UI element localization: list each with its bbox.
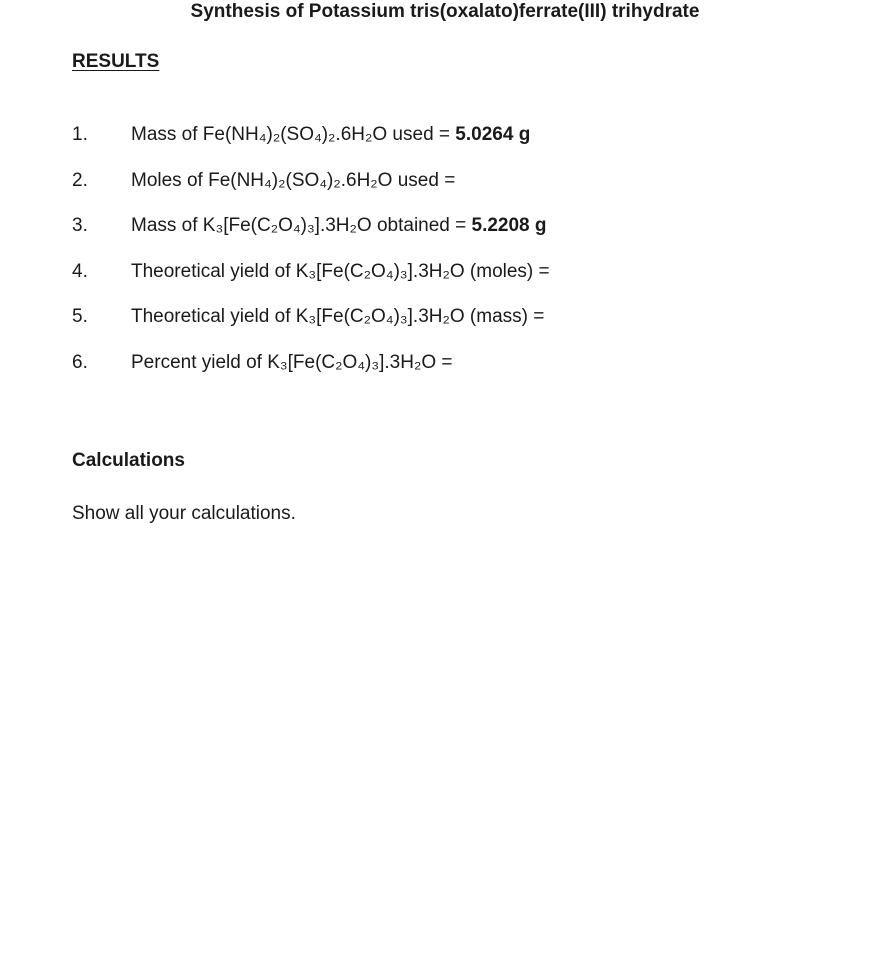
- result-text: Theoretical yield of K₃[Fe(C₂O₄)₃].3H₂O (moles) =: [131, 261, 550, 282]
- result-number: 5.: [72, 306, 88, 327]
- result-label: [131, 214, 547, 238]
- result-number: 1.: [72, 124, 88, 145]
- results-heading: RESULTS: [72, 51, 160, 72]
- result-label: [131, 351, 453, 375]
- result-text: Percent yield of K₃[Fe(C₂O₄)₃].3H₂O =: [131, 352, 453, 373]
- result-value: 5.2208 g: [471, 215, 547, 236]
- result-text: Mass of K₃[Fe(C₂O₄)₃].3H₂O obtained =: [131, 215, 472, 236]
- result-text: Mass of Fe(NH₄)₂(SO₄)₂.6H₂O used =: [131, 124, 456, 145]
- result-text: Moles of Fe(NH₄)₂(SO₄)₂.6H₂O used =: [131, 170, 456, 191]
- result-label: [131, 169, 455, 193]
- result-label: [131, 123, 530, 147]
- calculations-heading: Calculations: [72, 450, 185, 471]
- result-number: 6.: [72, 352, 88, 373]
- result-number: 4.: [72, 261, 88, 282]
- result-number: 2.: [72, 170, 88, 191]
- result-number: 3.: [72, 215, 88, 236]
- result-value: 5.0264 g: [455, 124, 531, 145]
- calculations-instruction: Show all your calculations.: [72, 503, 296, 524]
- result-text: Theoretical yield of K₃[Fe(C₂O₄)₃].3H₂O (mass) =: [131, 306, 545, 327]
- page-title: Synthesis of Potassium tris(oxalato)ferrate(III) trihydrate: [190, 1, 700, 22]
- result-label: [131, 305, 544, 329]
- result-label: [131, 260, 550, 284]
